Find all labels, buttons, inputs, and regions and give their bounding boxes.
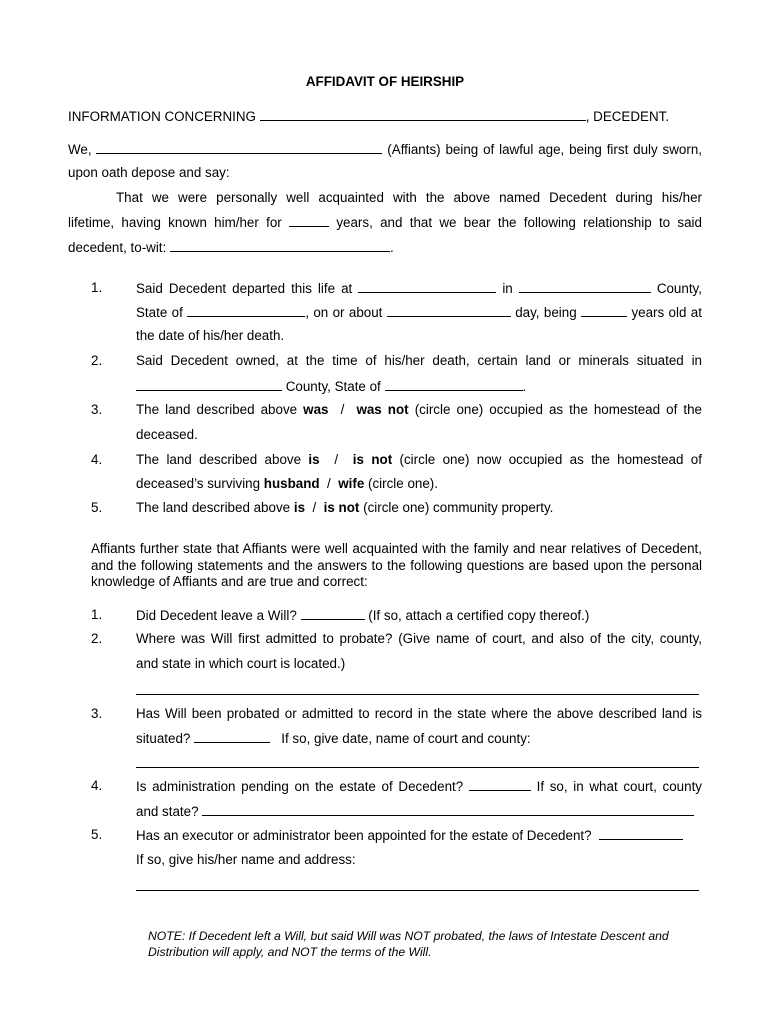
question-5-line-1 xyxy=(136,827,702,844)
question-1 xyxy=(136,607,702,624)
executor-name-address-line[interactable] xyxy=(136,890,699,891)
item-2-period: . xyxy=(522,379,527,394)
husband-option[interactable]: husband xyxy=(263,476,320,491)
land-described-text: The land described above xyxy=(136,452,302,467)
probate-court-answer-line[interactable] xyxy=(136,694,699,695)
circle-one-text: (circle one). xyxy=(368,476,438,491)
item-number-3: 3. xyxy=(91,402,103,417)
county-text: County, xyxy=(656,281,702,296)
years-old-text: years old at xyxy=(631,305,702,320)
option-slash: / xyxy=(312,500,317,515)
administration-court-blank[interactable] xyxy=(202,803,694,816)
question-3-line-1: Has Will been probated or admitted to record in the state where the above described land is xyxy=(136,706,702,721)
item-number-4: 4. xyxy=(91,452,103,467)
option-slash: / xyxy=(340,402,345,417)
option-slash: / xyxy=(334,452,339,467)
item-2-line-2 xyxy=(136,378,702,395)
situated-text: situated? xyxy=(136,731,191,746)
is-option[interactable]: is xyxy=(308,452,320,467)
homestead-text: (circle one) now occupied as the homestead of xyxy=(399,452,702,467)
oath-line: upon oath depose and say: xyxy=(68,165,230,180)
surviving-text: deceased’s surviving xyxy=(136,476,261,491)
community-property-text: (circle one) community property. xyxy=(363,500,554,515)
question-number-3: 3. xyxy=(91,706,103,721)
question-number-5: 5. xyxy=(91,827,103,842)
county-state-text: County, State of xyxy=(285,379,381,394)
death-place-blank[interactable] xyxy=(358,280,496,293)
item-4-line-1 xyxy=(136,452,702,468)
affiants-statement-paragraph: Affiants further state that Affiants were well acquainted with the family and near relatives of Decedent, and the following statements and the answers to the following questions are based upon the personal knowledge of Affiants and are true and correct: xyxy=(91,541,702,589)
item-3-line-2: deceased. xyxy=(136,427,198,442)
will-question-text: Did Decedent leave a Will? xyxy=(136,608,297,623)
years-known-blank[interactable] xyxy=(289,214,329,227)
acquainted-line-3 xyxy=(68,239,702,256)
we-line xyxy=(68,141,702,158)
info-label: INFORMATION CONCERNING xyxy=(68,109,256,124)
executor-answer-blank[interactable] xyxy=(599,827,683,840)
death-state-blank[interactable] xyxy=(187,304,305,317)
on-or-about-text: , on or about xyxy=(305,305,383,320)
question-4-line-2 xyxy=(136,803,702,820)
question-5-line-2: If so, give his/her name and address: xyxy=(136,852,356,867)
wife-option[interactable]: wife xyxy=(338,476,365,491)
acquainted-line-2 xyxy=(68,214,702,231)
item-number-5: 5. xyxy=(91,500,103,515)
is-option[interactable]: is xyxy=(293,500,306,515)
decedent-suffix: , DECEDENT. xyxy=(585,109,670,124)
death-date-blank[interactable] xyxy=(387,304,511,317)
item-2-line-1: Said Decedent owned, at the time of his/her death, certain land or minerals situated in xyxy=(136,353,702,368)
death-county-blank[interactable] xyxy=(519,280,651,293)
state-of-text: State of xyxy=(136,305,183,320)
we-prefix: We, xyxy=(68,142,92,157)
attach-copy-text: (If so, attach a certified copy thereof.) xyxy=(368,608,590,623)
death-place-text: Said Decedent departed this life at xyxy=(136,281,353,296)
was-not-option[interactable]: was not xyxy=(356,402,409,417)
document-title: AFFIDAVIT OF HEIRSHIP xyxy=(305,74,465,89)
land-county-blank[interactable] xyxy=(136,378,282,391)
is-not-option[interactable]: is not xyxy=(323,500,360,515)
land-described-text: The land described above xyxy=(136,402,298,417)
item-number-2: 2. xyxy=(91,353,103,368)
item-1-line-3: the date of his/her death. xyxy=(136,328,285,343)
age-blank[interactable] xyxy=(581,304,627,317)
affiants-names-blank[interactable] xyxy=(96,141,382,154)
land-state-blank[interactable] xyxy=(385,378,523,391)
known-for-text: lifetime, having known him/her for xyxy=(68,215,282,230)
affiants-text: (Affiants) being of lawful age, being first duly sworn, xyxy=(387,142,702,157)
item-1-line-1 xyxy=(136,280,702,297)
is-not-option[interactable]: is not xyxy=(352,452,393,467)
item-4-line-2 xyxy=(136,476,702,492)
question-number-1: 1. xyxy=(91,607,103,622)
probate-details-answer-line[interactable] xyxy=(136,767,699,768)
question-2-line-2: and state in which court is located.) xyxy=(136,656,346,671)
item-3-line-1 xyxy=(136,402,702,418)
administration-question-text: Is administration pending on the estate of Decedent? xyxy=(136,779,464,794)
homestead-text: (circle one) occupied as the homestead of the xyxy=(414,402,702,417)
to-wit-period: . xyxy=(390,240,394,255)
date-court-county-text: If so, give date, name of court and county: xyxy=(281,731,531,746)
was-option[interactable]: was xyxy=(303,402,329,417)
question-4-line-1 xyxy=(136,778,702,795)
land-described-text: The land described above xyxy=(136,500,291,515)
question-2-line-1: Where was Will first admitted to probate? (Give name of court, and also of the city, county, xyxy=(136,631,702,646)
and-state-text: and state? xyxy=(136,804,199,819)
will-answer-blank[interactable] xyxy=(301,607,365,620)
acquainted-line-1: That we were personally well acquainted with the above named Decedent during his/her xyxy=(116,190,702,205)
item-number-1: 1. xyxy=(91,280,103,295)
relationship-text: years, and that we bear the following relationship to said xyxy=(336,215,702,230)
information-concerning-line xyxy=(68,108,702,125)
to-wit-text: decedent, to-wit: xyxy=(68,240,167,255)
probated-answer-blank[interactable] xyxy=(194,730,270,743)
question-3-line-2 xyxy=(136,730,702,747)
in-text: in xyxy=(502,281,513,296)
executor-question-text: Has an executor or administrator been appointed for the estate of Decedent? xyxy=(136,828,592,843)
question-number-4: 4. xyxy=(91,778,103,793)
what-court-text: If so, in what court, county xyxy=(536,779,702,794)
item-1-line-2 xyxy=(136,304,702,321)
option-slash: / xyxy=(327,476,331,491)
question-number-2: 2. xyxy=(91,631,103,646)
intestate-note: NOTE: If Decedent left a Will, but said Will was NOT probated, the laws of Intestate Descent and Distribution will apply, and NOT the terms of the Will. xyxy=(148,929,669,959)
decedent-name-blank[interactable] xyxy=(260,108,586,121)
relationship-blank[interactable] xyxy=(170,239,390,252)
item-5-line-1 xyxy=(136,500,702,516)
administration-answer-blank[interactable] xyxy=(469,778,531,791)
day-being-text: day, being xyxy=(515,305,577,320)
